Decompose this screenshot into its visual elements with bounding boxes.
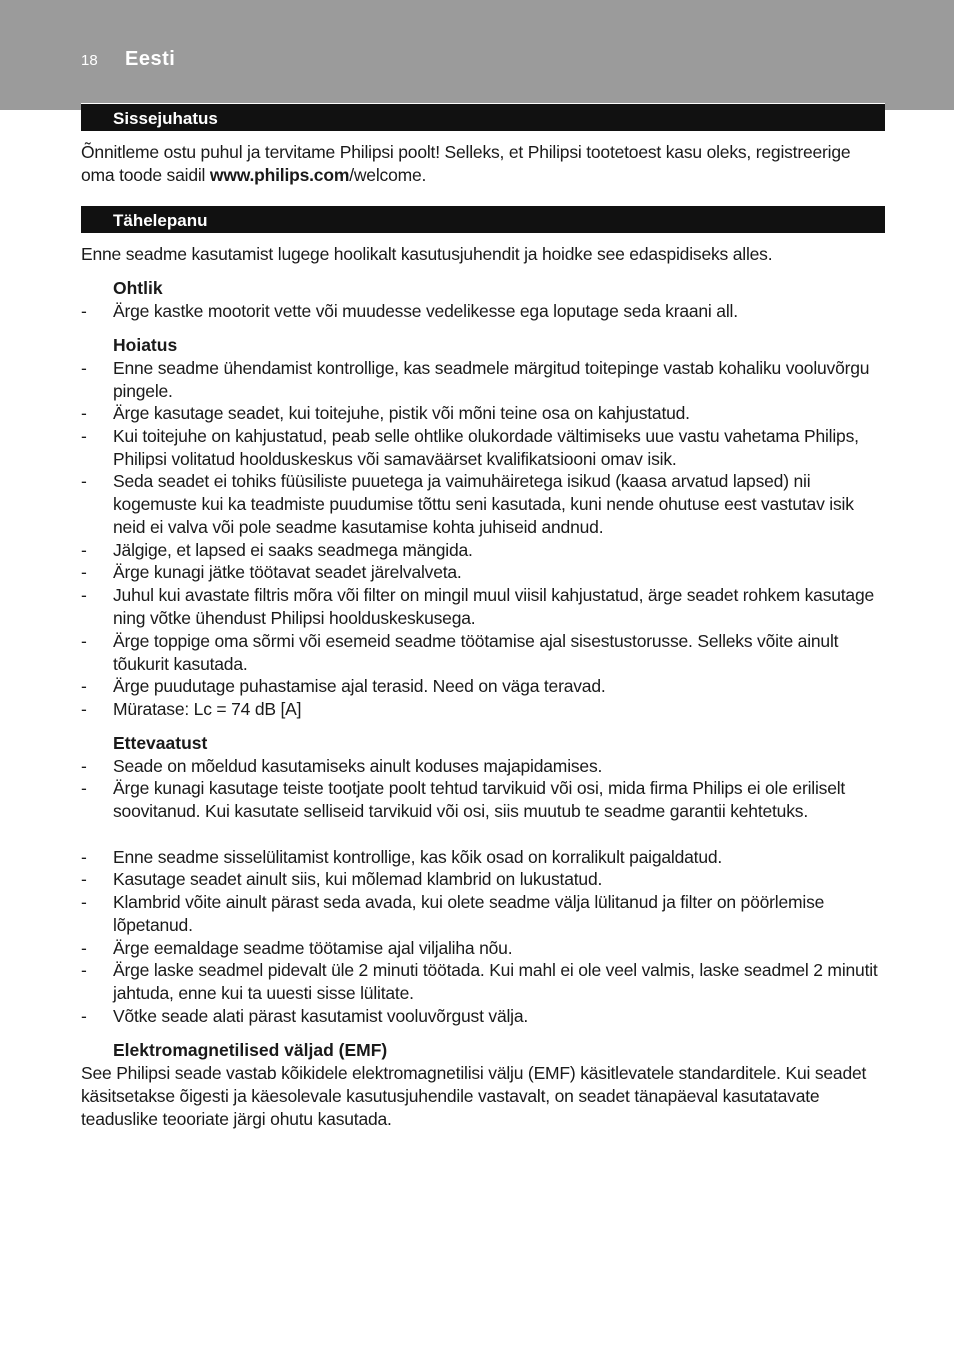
list-item: - Enne seadme ühendamist kontrollige, kas seadmele märgitud toitepinge vastab kohaliku vooluvõrgu pingele. (81, 358, 870, 401)
list-item: - Ärge kasutage seadet, kui toitejuhe, pistik või mõni teine osa on kahjustatud. (81, 403, 690, 423)
list-item: - Ärge eemaldage seadme töötamise ajal viljaliha nõu. (81, 938, 513, 958)
list-item: - Ärge laske seadmel pidevalt üle 2 minuti töötada. Kui mahl ei ole veel valmis, laske seadmel 2 minutit jahtuda, enne kui ta uuesti sisse lülitate. (81, 960, 878, 1003)
list-item: - Ärge kunagi kasutage teiste tootjate poolt tehtud tarvikuid või osi, mida firma Philips ei ole eriliselt soovitanud. Kui kasutate selliseid tarvikuid või osi, siis muutub te seadme garantii kehtetuks. (81, 778, 846, 821)
section-title: Tähelepanu (113, 211, 208, 230)
list-item: - Ärge kastke mootorit vette või muudesse vedelikesse ega loputage seda kraani all. (81, 301, 738, 321)
emf-paragraph: See Philipsi seade vastab kõikidele elektromagnetilisi välju (EMF) käsitlevatele standarditele. Kui seadet käsitsetakse õigesti ja käesolevale kasutusjuhendile vastavalt, on seadet tänapäeval kasutatavate teaduslike teooriate järgi ohutu kasutada. (81, 1063, 867, 1129)
warning-heading: Hoiatus (113, 335, 178, 355)
list-item: - Klambrid võite ainult pärast seda avada, kui olete seadme välja lülitanud ja filter on pöörlemise lõpetanud. (81, 892, 825, 935)
website-link[interactable]: www.philips.com (209, 164, 350, 185)
section-bar-intro (81, 103, 885, 131)
page-number: 18 (81, 52, 98, 69)
list-item: - Ärge puudutage puhastamise ajal terasid. Need on väga teravad. (81, 676, 606, 696)
list-item: - Ärge kunagi jätke töötavat seadet järelvalveta. (81, 562, 462, 582)
list-item: - Kasutage seadet ainult siis, kui mõlemad klambrid on lukustatud. (81, 869, 603, 889)
section-title: Sissejuhatus (113, 109, 218, 128)
intro-text: Õnnitleme ostu puhul ja tervitame Philipsi poolt! Selleks, et Philipsi tootetoest kasu oleks, registreerige oma toode saidil (81, 142, 851, 185)
emf-heading: Elektromagnetilised väljad (EMF) (113, 1040, 388, 1060)
important-paragraph: Enne seadme kasutamist lugege hoolikalt kasutusjuhendit ja hoidke see edaspidiseks alles. (81, 244, 773, 264)
language-title: Eesti (125, 48, 176, 70)
caution-heading: Ettevaatust (113, 733, 208, 753)
list-item: - Võtke seade alati pärast kasutamist vooluvõrgust välja. (81, 1006, 529, 1026)
list-item: - Jälgige, et lapsed ei saaks seadmega mängida. (81, 540, 473, 560)
list-item: - Enne seadme sisselülitamist kontrollige, kas kõik osad on korralikult paigaldatud. (81, 847, 723, 867)
list-item: - Juhul kui avastate filtris mõra või filter on mingil muul viisil kahjustatud, ärge seadet rohkem kasutage ning võtke ühendust Philipsi hoolduskeskusega. (81, 585, 875, 628)
list-item: - Seda seadet ei tohiks füüsiliste puuetega ja vaimuhäiretega isikud (kaasa arvatud lapsed) nii kogemuste kui ka teadmiste puudumise tõttu seni kasutada, kuni nende ohutuse eest vastutav isik neid ei valva või pole seadme kasutamise kohta juhiseid andnud. (81, 471, 854, 537)
section-bar-important (81, 205, 885, 233)
list-item: - Kui toitejuhe on kahjustatud, peab selle ohtlike olukordade vältimiseks uue vastu vahetama Philips, Philipsi volitatud hoolduskeskus või samaväärset kvalifikatsiooni omav isik. (81, 426, 859, 469)
list-item: - Müratase: Lc = 74 dB [A] (81, 699, 302, 719)
list-item: - Seade on mõeldud kasutamiseks ainult koduses majapidamises. (81, 756, 603, 776)
intro-paragraph (81, 141, 881, 187)
danger-heading: Ohtlik (113, 278, 163, 298)
intro-text-end: /welcome. (349, 164, 427, 185)
list-item: - Ärge toppige oma sõrmi või esemeid seadme töötamise ajal sisestustorusse. Selleks võite ainult tõukurit kasutada. (81, 631, 839, 674)
